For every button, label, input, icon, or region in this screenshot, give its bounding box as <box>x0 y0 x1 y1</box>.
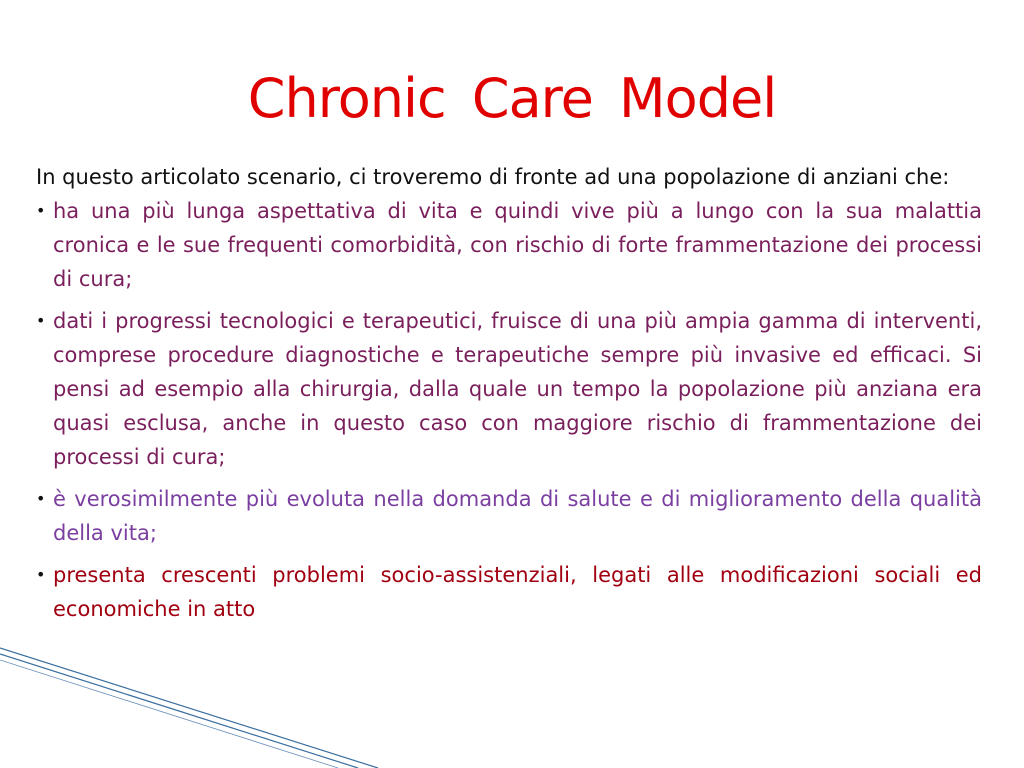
bullet-item-4 <box>36 558 982 626</box>
bullet-dot-icon: • <box>36 311 46 330</box>
bullet-item-3 <box>36 482 982 550</box>
bullet-item-1 <box>36 194 982 296</box>
intro-paragraph: In questo articolato scenario, ci troveremo di fronte ad una popolazione di anziani che: <box>36 165 950 189</box>
bullet-text-3: è verosimilmente più evoluta nella domanda di salute e di miglioramento della qualità della vita; <box>53 487 982 545</box>
slide-title: Chronic Care Model <box>247 67 777 130</box>
bullet-text-1: ha una più lunga aspettativa di vita e quindi vive più a lungo con la sua malattia cronica e le sue frequenti comorbidità, con rischio di forte frammentazione dei processi di cura; <box>53 199 982 291</box>
decorative-line-2 <box>0 654 358 768</box>
bullet-text-2: dati i progressi tecnologici e terapeutici, fruisce di una più ampia gamma di interventi, comprese procedure diagnostiche e terapeutiche sempre più invasive ed efficaci. Si pensi ad esempio alla chirurgia, dalla quale un tempo la popolazione più anziana era quasi esclusa, anche in questo caso con maggiore rischio di frammentazione dei processi di cura; <box>53 309 982 469</box>
decorative-line-1 <box>0 648 378 768</box>
bullet-item-2 <box>36 304 982 474</box>
bullet-dot-icon: • <box>36 201 46 220</box>
bullet-list <box>36 194 982 626</box>
decorative-line-3 <box>0 660 338 768</box>
bullet-dot-icon: • <box>36 565 46 584</box>
slide-body <box>36 160 982 634</box>
bullet-text-4: presenta crescenti problemi socio-assistenziali, legati alle modificazioni sociali ed economiche in atto <box>53 563 982 621</box>
bullet-dot-icon: • <box>36 489 46 508</box>
